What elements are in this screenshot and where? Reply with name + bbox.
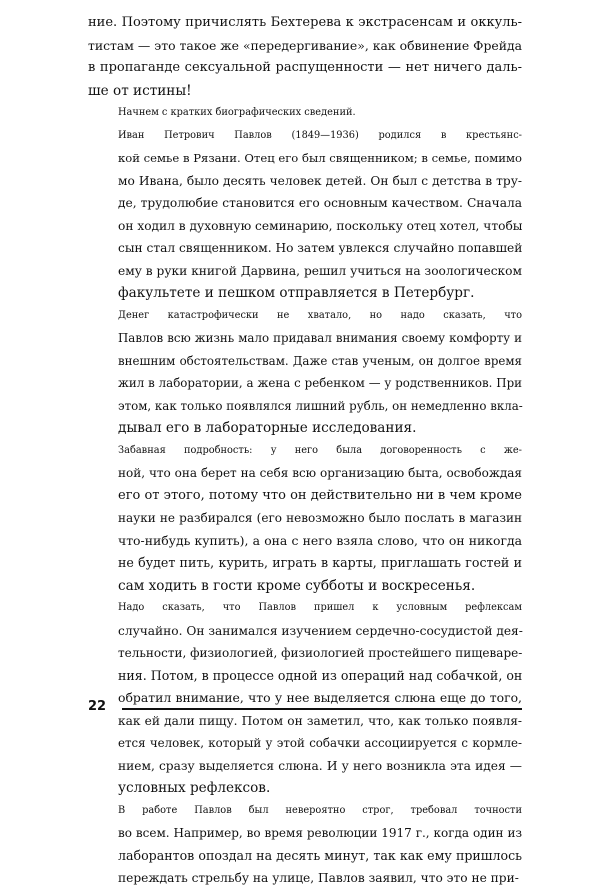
text-line: сам ходить в гости кроме субботы и воскресенья. xyxy=(118,577,476,594)
text-line: сын стал священником. Но затем увлекся случайно попавшей xyxy=(118,241,523,255)
book-page xyxy=(88,12,523,885)
text-line: дывал его в лабораторные исследования. xyxy=(118,420,417,436)
text-body xyxy=(88,12,522,890)
text-line: во всем. Например, во время революции 1917 г., когда один из xyxy=(118,826,522,840)
text-line: тистам — это такое же «передергивание», как обвинение Фрейда xyxy=(88,37,522,53)
text-line: де, трудолюбие становится его основным качеством. Сначала xyxy=(118,196,522,210)
text-line: кой семье в Рязани. Отец его был священником; в семье, помимо xyxy=(118,151,522,165)
page-footer xyxy=(88,696,522,716)
text-line: ние. Поэтому причислять Бехтерева к экстрасенсам и оккуль- xyxy=(88,15,522,30)
text-line: факультете и пешком отправляется в Петербург. xyxy=(118,285,475,301)
text-line: Начнем с кратких биографических сведений. xyxy=(118,107,356,118)
text-line: нием, сразу выделяется слюна. И у него возникла эта идея — xyxy=(118,758,522,773)
text-line: мо Ивана, было десять человек детей. Он был с детства в тру- xyxy=(118,173,522,188)
text-line: этом, как только появлялся лишний рубль, он немедленно вкла- xyxy=(118,398,523,413)
text-line: ше от истины! xyxy=(88,82,192,99)
footer-rule xyxy=(122,708,522,710)
text-line: Денег катастрофически не хватало, но надо сказать, что xyxy=(118,309,522,321)
text-line: в пропаганде сексуальной распущенности — нет ничего даль- xyxy=(88,60,522,75)
text-line: не будет пить, курить, играть в карты, приглашать гостей и xyxy=(118,555,522,570)
text-line: ему в руки книгой Дарвина, решил учиться на зоологическом xyxy=(118,263,522,278)
paragraph xyxy=(88,12,522,102)
text-line: Иван Петрович Павлов (1849—1936) родился в крестьянс- xyxy=(118,129,522,141)
text-line: Павлов всю жизнь мало придавал внимания своему комфорту и xyxy=(118,331,522,345)
text-line: лаборантов опоздал на десять минут, так как ему пришлось xyxy=(118,847,522,863)
paragraph xyxy=(88,102,522,125)
text-line: обратил внимание, что у нее выделяется слюна еще до того, xyxy=(118,690,522,705)
text-line: его от этого, потому что он действительно ни в чем кроме xyxy=(118,487,522,503)
text-line: тельности, физиологией, физиологией простейшего пищеваре- xyxy=(118,646,523,660)
text-line: ния. Потом, в процессе одной из операций над собачкой, он xyxy=(118,667,523,683)
text-line: условных рефлексов. xyxy=(118,780,271,796)
text-line: жил в лаборатории, а жена с ребенком — у родственников. При xyxy=(118,376,522,390)
text-line: что-нибудь купить), а она с него взяла слово, что он никогда xyxy=(118,532,522,548)
paragraph xyxy=(88,305,522,440)
page-number: 22 xyxy=(88,698,107,714)
text-line: ется человек, который у этой собачки ассоциируется с кормле- xyxy=(118,736,522,750)
text-line: внешним обстоятельствам. Даже став ученым, он долгое время xyxy=(118,353,522,368)
text-line: науки не разбирался (его невозможно было послать в магазин xyxy=(118,511,522,525)
paragraph xyxy=(88,800,522,890)
paragraph xyxy=(88,440,522,598)
text-line: В работе Павлов был невероятно строг, требовал точности xyxy=(118,804,522,816)
text-line: ной, что она берет на себя всю организацию быта, освобождая xyxy=(118,466,522,480)
paragraph xyxy=(88,125,522,305)
text-line: переждать стрельбу на улице, Павлов заявил, что это не при- xyxy=(118,871,519,885)
text-line: случайно. Он занимался изучением сердечно-сосудистой дея- xyxy=(118,623,523,638)
text-line: Забавная подробность: у него была договоренность с же- xyxy=(118,444,522,456)
text-line: как ей дали пищу. Потом он заметил, что, как только появля- xyxy=(118,713,522,728)
text-line: Надо сказать, что Павлов пришел к условным рефлексам xyxy=(118,602,522,613)
text-line: он ходил в духовную семинарию, поскольку отец хотел, чтобы xyxy=(118,218,523,233)
